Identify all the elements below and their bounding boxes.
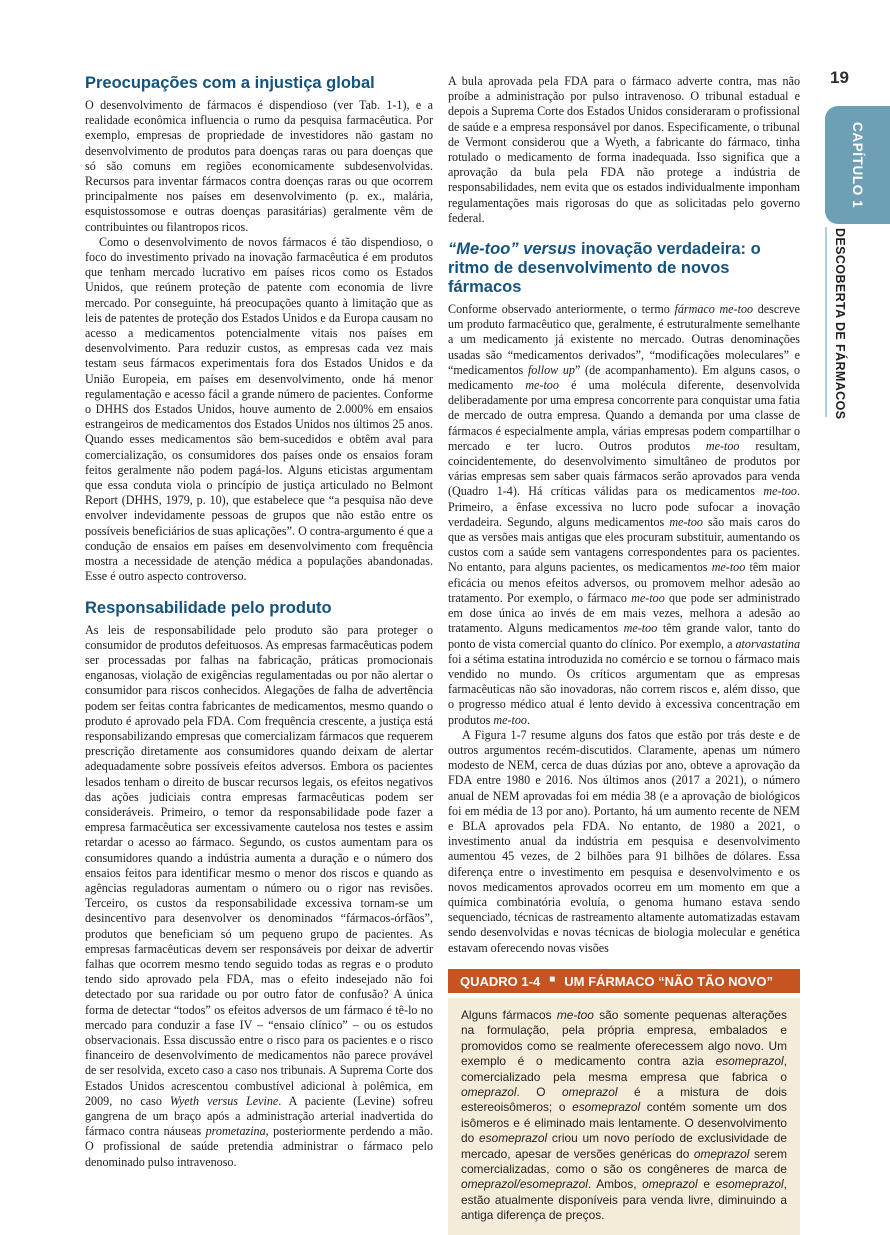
page-number: 19 bbox=[830, 68, 849, 87]
quadro-label: QUADRO 1-4 bbox=[460, 973, 541, 989]
chapter-title-vertical: DESCOBERTA DE FÁRMACOS bbox=[833, 228, 847, 420]
square-bullet-icon: ■ bbox=[549, 974, 556, 986]
paragraph: Como o desenvolvimento de novos fármacos é tão dispendioso, o foco do investimento privado na inovação farmacêutica é em produtos que tenham mercado lucrativo em países ricos como os Estados Unidos, que reúnem proteção de patente com economia de livre mercado. Por conseguinte, há preocupações quanto à limitação que as leis de patentes de proteção dos Estados Unidos e da Europa causam no acesso a medicamentos potencialmente vitais nos países em desenvolvimento. Para reduzir custos, as empresas cada vez mais testam seus fármacos experimentais fora dos Estados Unidos e da União Europeia, em países em desenvolvimento, onde há menor regulamentação e acesso fácil a grande número de pacientes. Conforme o DHHS dos Estados Unidos, houve aumento de 2.000% em ensaios estrangeiros de medicamentos dos Estados Unidos nos últimos 25 anos. Quando esses medicamentos são bem-sucedidos e obtêm aval para comercialização, os consumidores dos países onde os ensaios foram feitos geralmente não podem pagá-los. Alguns eticistas argumentam que essa conduta viola o princípio de justiça articulado no Belmont Report (DHHS, 1979, p. 10), que estabelece que “a pesquisa não deve envolver indevidamente pessoas de grupos que não estão entre os possíveis beneficiários de suas aplicações”. O contra-argumento é que a condução de ensaios em países em desenvolvimento com frequência mostra a necessidade de atenção médica a populações abandonadas. Esse é outro aspecto controverso. bbox=[85, 234, 433, 584]
paragraph: A bula aprovada pela FDA para o fármaco adverte contra, mas não proíbe a administração por pulso intravenoso. O tribunal estadual e depois a Suprema Corte dos Estados Unidos consideraram o profissional de saúde e a empresa responsável por danos. Especificamente, o tribunal de Vermont considerou que a Wyeth, a fabricante do fármaco, tinha rotulado o medicamento de forma inadequada. Isso significa que a aprovação da bula pela FDA não protege a indústria de responsabilidades, nem evita que os estados individualmente imponham regulamentações mais rigorosas do que as solicitadas pelo governo federal. bbox=[448, 74, 800, 225]
paragraph: As leis de responsabilidade pelo produto são para proteger o consumidor de produtos defeituosos. As empresas farmacêuticas podem ser processadas por falhas na fabricação, práticas promocionais enganosas, violação de exigências regulamentadas ou por não alertar o consumidor para riscos conhecidos. Alegações de falha de advertência podem ser feitas contra fabricantes de medicamentos, mesmo quando o produto é aprovado pela FDA. Com frequência crescente, a justiça está responsabilizando empresas que comercializam fármacos que requerem prescrição diretamente aos consumidores quando deixam de alertar adequadamente sobre possíveis efeitos adversos. Embora os pacientes lesados tenham o direito de buscar recursos legais, os efeitos negativos das ações judiciais contra empresas farmacêuticas podem ser consideráveis. Primeiro, o temor da responsabilidade pode fazer a empresa farmacêutica ser excessivamente cautelosa nos testes e assim retardar o acesso ao fármaco. Segundo, os custos aumentam para os consumidores quando a indústria aumenta a duração e o número dos ensaios feitos para identificar mesmo o menor dos riscos e quando as agências reguladoras aumentam o número ou o rigor nas revisões. Terceiro, os custos da responsabilidade excessiva tornam-se um desincentivo para desenvolver os denominados “fármacos-órfãos”, produtos que beneficiam só um pequeno grupo de pacientes. As empresas farmacêuticas devem ser responsáveis por deixar de advertir falhas que ocorrem mesmo tendo seguido todas as regras e o produto tendo sido aprovado pela FDA, mas o efeito indesejado não foi detectado por sua raridade ou por outro fator de confusão? A única forma de detectar “todos” os efeitos adversos de um fármaco é tê-lo no mercado para conduzir a fase IV – “ensaio clínico” – ou os estudos observacionais. Essa discussão entre o risco para os pacientes e o risco financeiro de desenvolvimento de medicamentos não parece provável de ser resolvida, exceto caso a caso nos tribunais. A Suprema Corte dos Estados Unidos acrescentou combustível adicional à polêmica, em 2009, no caso Wyeth versus Levine. A paciente (Levine) sofreu gangrena de um braço após a administração arterial inadvertida do fármaco contra náuseas prometazina, posteriormente perdendo a mão. O profissional de saúde pretendia administrar o fármaco pelo denominado pulso intravenoso. bbox=[85, 622, 433, 1169]
chapter-tab-label: CAPÍTULO 1 bbox=[850, 121, 865, 209]
section-heading-me-too: “Me-too” versus inovação verdadeira: o ritmo de desenvolvimento de novos fármacos bbox=[448, 240, 761, 297]
quadro-header bbox=[448, 969, 800, 993]
quadro-body-text: Alguns fármacos me-too são somente pequenas alterações na formulação, pela própria empresa, embalados e promovidos como se realmente oferecessem algo novo. Um exemplo é o medicamento contra azia esomeprazol, comercializado pela mesma empresa que fabrica o omeprazol. O omeprazol é a mistura de dois estereoisômeros; o esomeprazol contém somente um dos isômeros e é eliminado mais lentamente. O desenvolvimento do esomeprazol criou um novo período de exclusividade de mercado, apesar de versões genéricas do omeprazol serem comercializadas, como o são os congêneres de marca de omeprazol/esomeprazol. Ambos, omeprazol e esomeprazol, estão atualmente disponíveis para venda livre, diminuindo a antiga diferença de preços. bbox=[448, 998, 800, 1235]
chapter-rule-divider bbox=[825, 227, 827, 417]
left-text-column bbox=[85, 74, 433, 1170]
section-heading-global-injustice: Preocupações com a injustiça global bbox=[85, 74, 375, 92]
section-heading-product-liability: Responsabilidade pelo produto bbox=[85, 598, 332, 617]
chapter-tab bbox=[825, 106, 890, 224]
right-text-column bbox=[448, 74, 800, 1235]
paragraph: Conforme observado anteriormente, o termo fármaco me-too descreve um produto farmacêutico que, geralmente, é estruturalmente semelhante a um medicamento já existente no mercado. Outras denominações usadas são “medicamentos derivados”, “modificações moleculares” e “medicamentos follow up” (de acompanhamento). Em alguns casos, o medicamento me-too é uma molécula diferente, desenvolvida deliberadamente por uma empresa concorrente para conquistar uma fatia de mercado de outra empresa. Quando a demanda por uma classe de fármacos é especialmente ampla, várias empresas podem compartilhar o mercado e ter lucro. Outros produtos me-too resultam, coincidentemente, do desenvolvimento simultâneo de produtos por várias empresas sem saber quais fármacos serão aprovados para venda (Quadro 1-4). Há críticas válidas para os medicamentos me-too. Primeiro, a ênfase excessiva no lucro pode sufocar a inovação verdadeira. Segundo, alguns medicamentos me-too são mais caros do que as versões mais antigas que eles procuram substituir, aumentando os custos com a saúde sem vantagens correspondentes para os pacientes. No entanto, para alguns pacientes, os medicamentos me-too têm maior eficácia ou menos efeitos adversos, ou promovem melhor adesão ao tratamento. Por exemplo, o fármaco me-too que pode ser administrado em dose única ao invés de em mais vezes, melhora a adesão ao tratamento. Alguns medicamentos me-too têm grande valor, tanto do ponto de vista comercial quanto do clínico. Por exemplo, a atorvastatina foi a sétima estatina introduzida no comércio e se tornou o fármaco mais vendido no mundo. Os críticos argumentam que as empresas farmacêuticas não são inovadoras, não correm riscos e, além disso, que o progresso médico atual é lento devido à excessiva concentração em produtos me-too. bbox=[448, 302, 801, 727]
quadro-title: UM FÁRMACO “NÃO TÃO NOVO” bbox=[564, 973, 773, 989]
quadro-box bbox=[448, 969, 800, 1235]
paragraph: O desenvolvimento de fármacos é dispendioso (ver Tab. 1-1), e a realidade econômica influencia o rumo da pesquisa farmacêutica. Por exemplo, empresas de propriedade de investidores não gastam no desenvolvimento de produtos para doenças raras ou para doenças que só são comuns em regiões economicamente subdesenvolvidas. Recursos para inventar fármacos contra doenças raras ou que ocorrem principalmente nos países em desenvolvimento (p. ex., malária, esquistossomose e outras doenças parasitárias) geralmente vêm de contribuintes ou filantropos ricos. bbox=[85, 98, 433, 234]
paragraph: A Figura 1-7 resume alguns dos fatos que estão por trás deste e de outros argumentos recém-discutidos. Claramente, apenas um número modesto de NEM, cerca de duas dúzias por ano, obteve a aprovação da FDA entre 1980 e 2016. Nos últimos anos (2017 a 2021), o número anual de NEM aprovadas foi em média 38 (e a aprovação de biológicos foi em média de 13 por ano). Portanto, há um aumento recente de NEM e BLA aprovados pela FDA. No entanto, de 1980 a 2021, o investimento anual da indústria em pesquisa e desenvolvimento aumentou 45 vezes, de 2 bilhões para 91 bilhões de dólares. Essa diferença entre o investimento em pesquisa e desenvolvimento e os novos medicamentos aprovados ocorreu em um momento em que a química combinatória evoluía, o genoma humano estava sendo sequenciado, técnicas de rastreamento altamente automatizadas estavam sendo desenvolvidas e novas técnicas de biologia molecular e genética estavam oferecendo novas visões bbox=[448, 727, 800, 955]
